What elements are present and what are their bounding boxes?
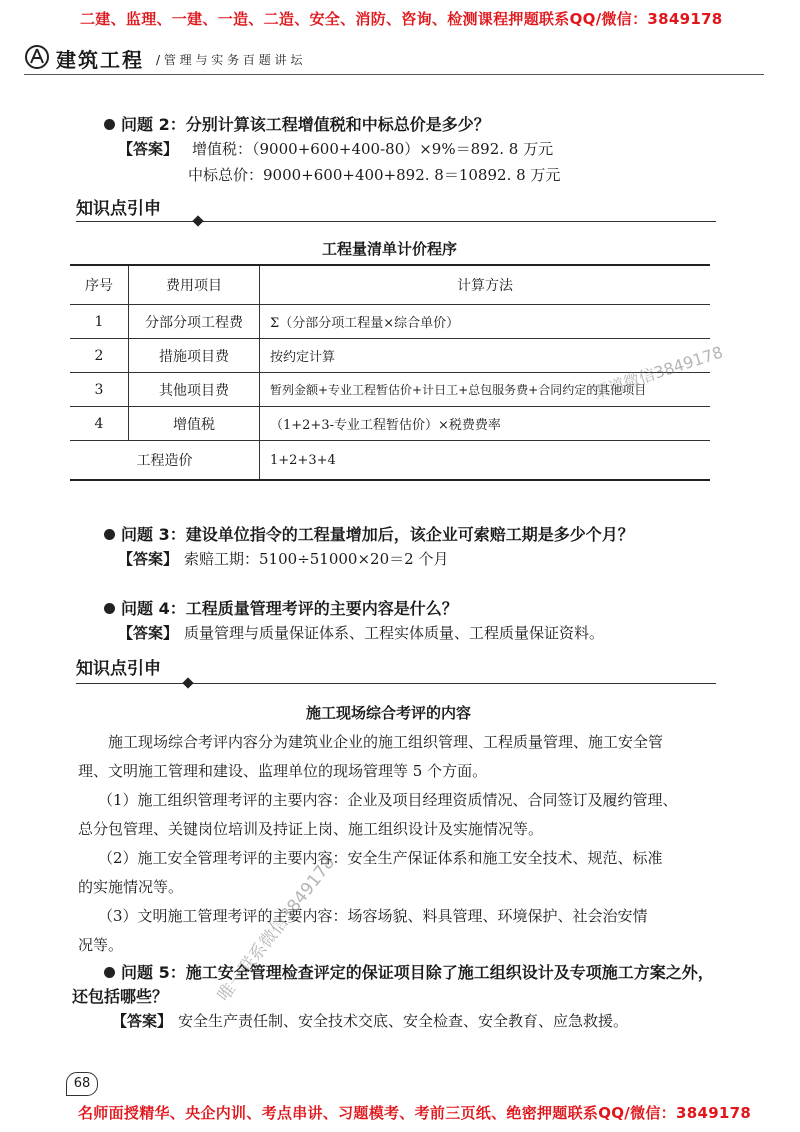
table-title: 工程量清单计价程序 (322, 240, 458, 258)
body-line: （1）施工组织管理考评的主要内容：企业及项目经理资质情况、合同签订及履约管理、 (98, 791, 678, 809)
bullet-icon (104, 603, 115, 614)
row-item: 增值税 (129, 407, 260, 441)
section-heading-1: 知识点引申 (76, 199, 161, 219)
section-heading-2: 知识点引申 (76, 659, 161, 679)
section-2-title: 施工现场综合考评的内容 (306, 704, 472, 722)
bottom-ad-banner: 名师面授精华、央企内训、考点串讲、习题模考、考前三页纸、绝密押题联系QQ/微信：3849178 (78, 1104, 752, 1122)
logo-icon (24, 44, 50, 70)
header-subtitle: / 管 理 与 实 务 百 题 讲 坛 (156, 53, 303, 67)
col-header-no: 序号 (70, 265, 129, 305)
body-line: （3）文明施工管理考评的主要内容：场容场貌、料具管理、环境保护、社会治安情 (98, 907, 648, 925)
answer-tag: 【答案】 (118, 140, 179, 158)
table-row (70, 305, 710, 339)
row-item: 分部分项工程费 (129, 305, 260, 339)
question-4: 问题 4：工程质量管理考评的主要内容是什么？ (104, 596, 458, 619)
page-number-badge (66, 1072, 98, 1096)
section-rule-1 (76, 221, 716, 222)
total-label: 工程造价 (70, 441, 260, 481)
body-line: （2）施工安全管理考评的主要内容：安全生产保证体系和施工安全技术、规范、标准 (98, 849, 663, 867)
bullet-icon (104, 967, 115, 978)
row-method: Σ（分部分项工程量×综合单价） (260, 305, 711, 339)
question-2: 问题 2：分别计算该工程增值税和中标总价是多少？ (104, 112, 490, 135)
table-total-row (70, 441, 710, 481)
row-no: 1 (70, 305, 129, 339)
answer-tag: 【答案】 (112, 1012, 173, 1030)
watermark-1: 渠道微信3849178 (590, 342, 726, 403)
col-header-item: 费用项目 (129, 265, 260, 305)
answer-3: 【答案】 索赔工期：5100÷51000×20＝2 个月 (118, 550, 449, 568)
answer-tag: 【答案】 (118, 624, 179, 642)
bullet-icon (104, 529, 115, 540)
table-header-row (70, 265, 710, 305)
table-row (70, 407, 710, 441)
question-5: 问题 5：施工安全管理检查评定的保证项目除了施工组织设计及专项施工方案之外， (104, 960, 714, 983)
body-line: 理、文明施工管理和建设、监理单位的现场管理等 5 个方面。 (78, 762, 488, 780)
table-row (70, 339, 710, 373)
row-method: 按约定计算 (260, 339, 711, 373)
row-no: 2 (70, 339, 129, 373)
col-header-method: 计算方法 (260, 265, 711, 305)
row-no: 4 (70, 407, 129, 441)
section-diamond-2 (182, 677, 193, 688)
body-line: 施工现场综合考评内容分为建筑业企业的施工组织管理、工程质量管理、施工安全管 (108, 733, 664, 751)
row-no: 3 (70, 373, 129, 407)
answer-2-line1: 【答案】 增值税：（9000+600+400-80）×9%＝892. 8 万元 (118, 140, 554, 158)
body-line: 况等。 (78, 936, 124, 954)
row-method: （1+2+3-专业工程暂估价）×税费费率 (260, 407, 711, 441)
answer-2-line2: 中标总价：9000+600+400+892. 8＝10892. 8 万元 (188, 166, 561, 184)
page-number: 68 (73, 1076, 91, 1091)
question-3: 问题 3：建设单位指令的工程量增加后，该企业可索赔工期是多少个月？ (104, 522, 634, 545)
answer-4: 【答案】 质量管理与质量保证体系、工程实体质量、工程质量保证资料。 (118, 624, 605, 642)
section-diamond-1 (192, 215, 203, 226)
body-line: 总分包管理、关键岗位培训及持证上岗、施工组织设计及实施情况等。 (78, 820, 544, 838)
total-value: 1+2+3+4 (260, 441, 711, 481)
body-line: 的实施情况等。 (78, 878, 184, 896)
question-5-line2: 还包括哪些？ (72, 987, 169, 1006)
header-rule (24, 74, 764, 75)
bullet-icon (104, 119, 115, 130)
section-2-body (78, 728, 678, 960)
row-method: 暂列金额+专业工程暂估价+计日工+总包服务费+合同约定的其他项目 (260, 373, 711, 407)
section-rule-2 (76, 683, 716, 684)
row-item: 其他项目费 (129, 373, 260, 407)
top-ad-banner: 二建、监理、一建、一造、二造、安全、消防、咨询、检测课程押题联系QQ/微信：3849178 (80, 10, 723, 28)
answer-tag: 【答案】 (118, 550, 179, 568)
book-header (24, 42, 784, 74)
header-logo-text: 建筑工程 (56, 48, 144, 72)
row-item: 措施项目费 (129, 339, 260, 373)
watermark-2: 唯一联系微信3849178 (213, 853, 340, 1006)
answer-5: 【答案】 安全生产责任制、安全技术交底、安全检查、安全教育、应急救援。 (112, 1012, 629, 1030)
